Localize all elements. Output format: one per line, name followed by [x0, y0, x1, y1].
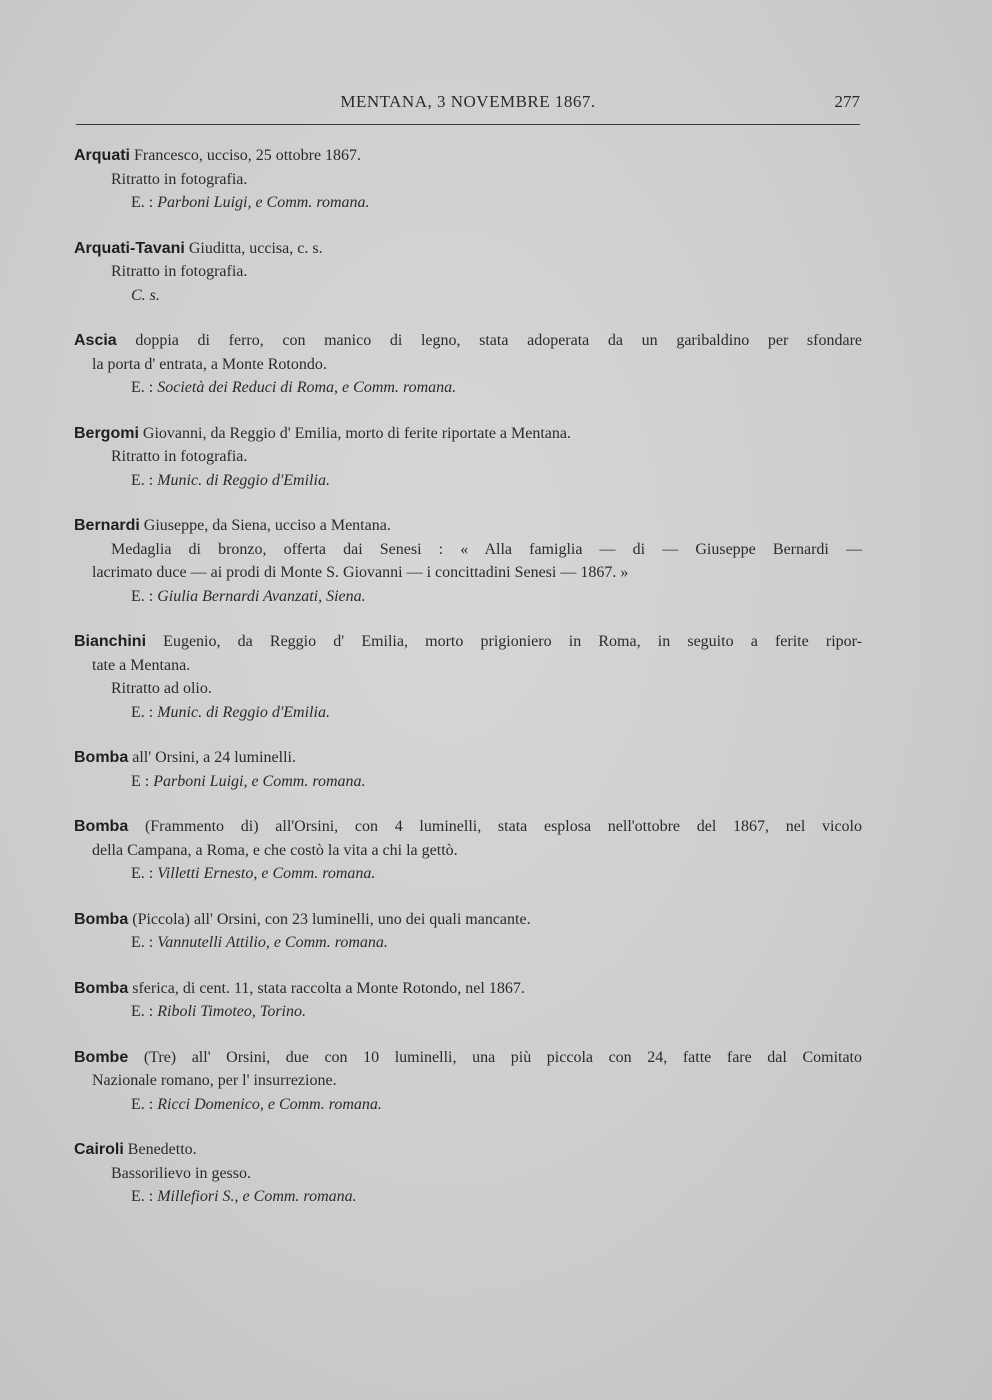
- exhibitor-prefix: E. :: [131, 865, 158, 882]
- entry-exhibitor: [76, 469, 862, 493]
- entry-heading: Bomba: [74, 910, 129, 928]
- entry-description: Ritratto in fotografia.: [111, 448, 248, 465]
- entry-text: (Frammento di) all'Orsini, con 4 luminelli, stata esplosa nell'ottobre del 1867, nel vicolo: [128, 818, 862, 835]
- catalog-entry: [76, 977, 862, 1024]
- entry-continuation: Nazionale romano, per l' insurrezione.: [92, 1072, 337, 1089]
- entry-exhibitor: [76, 1093, 862, 1117]
- entry-exhibitor: [76, 931, 862, 955]
- entry-exhibitor: [76, 585, 862, 609]
- exhibitor-prefix: E. :: [131, 194, 158, 211]
- catalog-entry: [76, 746, 862, 793]
- catalog-entry: [76, 815, 862, 886]
- entry-exhibitor: [76, 862, 862, 886]
- entry-text: Benedetto.: [123, 1141, 197, 1158]
- catalog-entry: [76, 630, 862, 724]
- entry-first-line: [76, 237, 862, 261]
- entry-heading: Bernardi: [74, 517, 140, 534]
- catalog-entry: [76, 237, 862, 308]
- exhibitor-prefix: E. :: [131, 934, 158, 951]
- entry-exhibitor: [76, 701, 862, 725]
- exhibitor-name: Riboli Timoteo, Torino.: [157, 1003, 306, 1020]
- exhibitor-name: Parboni Luigi, e Comm. romana.: [153, 772, 366, 790]
- exhibitor-name: C. s.: [131, 286, 160, 304]
- running-title: MENTANA, 3 NOVEMBRE 1867.: [340, 92, 596, 111]
- entry-description: Ritratto ad olio.: [111, 680, 212, 697]
- entry-continuation: tate a Mentana.: [92, 656, 191, 674]
- entry-heading: Arquati: [74, 147, 130, 164]
- exhibitor-name: Munic. di Reggio d'Emilia.: [157, 703, 330, 721]
- entry-continuation: la porta d' entrata, a Monte Rotondo.: [92, 355, 327, 373]
- entry-text: all' Orsini, a 24 luminelli.: [128, 749, 296, 766]
- entry-exhibitor: [76, 376, 862, 400]
- entry-text: Giovanni, da Reggio d' Emilia, morto di ferite riportate a Mentana.: [138, 424, 571, 442]
- exhibitor-prefix: E. :: [131, 471, 158, 489]
- entry-heading: Bomba: [74, 979, 129, 997]
- catalog-entry: [76, 1138, 862, 1209]
- entry-heading: Bergomi: [74, 424, 139, 442]
- entry-exhibitor: [76, 191, 862, 215]
- exhibitor-prefix: E. :: [131, 1095, 158, 1113]
- catalog-entry: [76, 144, 862, 215]
- exhibitor-prefix: E. :: [131, 1188, 158, 1205]
- entry-heading: Bombe: [74, 1048, 129, 1066]
- entry-first-line: [76, 908, 862, 932]
- catalog-entry: [76, 422, 862, 493]
- exhibitor-name: Giulia Bernardi Avanzati, Siena.: [157, 587, 366, 605]
- entry-heading: Ascia: [74, 332, 117, 349]
- exhibitor-name: Società dei Reduci di Roma, e Comm. romana.: [157, 379, 457, 396]
- entry-text: Giuditta, uccisa, c. s.: [184, 239, 323, 257]
- entry-continuation: lacrimato duce — ai prodi di Monte S. Giovanni — i concittadini Senesi — 1867. »: [92, 564, 629, 581]
- entry-exhibitor: [76, 284, 862, 308]
- entry-text: doppia di ferro, con manico di legno, stata adoperata da un garibaldino per sfondare: [116, 332, 862, 349]
- exhibitor-name: Villetti Ernesto, e Comm. romana.: [157, 865, 376, 882]
- entry-heading: Cairoli: [74, 1141, 124, 1158]
- entry-heading: Arquati-Tavani: [74, 239, 185, 257]
- exhibitor-prefix: E. :: [131, 379, 158, 396]
- entry-first-line: [76, 514, 862, 538]
- entry-description: Medaglia di bronzo, offerta dai Senesi : « Alla famiglia — di — Giuseppe Bernardi —: [111, 540, 862, 558]
- entry-heading: Bomba: [74, 818, 129, 835]
- exhibitor-prefix: E. :: [131, 703, 158, 721]
- catalog-entries: [76, 144, 862, 1231]
- exhibitor-prefix: E. :: [131, 1003, 158, 1020]
- entry-text: Giuseppe, da Siena, ucciso a Mentana.: [139, 517, 391, 534]
- catalog-entry: [76, 514, 862, 608]
- entry-exhibitor: [76, 770, 862, 794]
- entry-heading: Bomba: [74, 749, 129, 766]
- exhibitor-name: Vannutelli Attilio, e Comm. romana.: [157, 934, 388, 951]
- entry-text: (Piccola) all' Orsini, con 23 luminelli, uno dei quali mancante.: [128, 910, 531, 928]
- entry-text: Francesco, ucciso, 25 ottobre 1867.: [130, 147, 362, 164]
- entry-first-line: [76, 1046, 862, 1070]
- exhibitor-prefix: E. :: [131, 587, 158, 605]
- entry-first-line: [76, 329, 862, 353]
- entry-first-line: [76, 144, 862, 168]
- header-rule: [76, 124, 860, 125]
- entry-first-line: [76, 630, 862, 654]
- entry-exhibitor: [76, 1000, 862, 1024]
- entry-first-line: [76, 815, 862, 839]
- entry-description: Ritratto in fotografia.: [111, 263, 248, 280]
- entry-description: Ritratto in fotografia.: [111, 170, 248, 188]
- exhibitor-name: Ricci Domenico, e Comm. romana.: [157, 1095, 382, 1113]
- entry-first-line: [76, 422, 862, 446]
- catalog-entry: [76, 908, 862, 955]
- catalog-entry: [76, 329, 862, 400]
- entry-continuation: della Campana, a Roma, e che costò la vita a chi la gettò.: [92, 841, 458, 859]
- entry-description: Bassorilievo in gesso.: [111, 1164, 251, 1182]
- page-number: 277: [834, 92, 860, 111]
- entry-text: (Tre) all' Orsini, due con 10 luminelli, una più piccola con 24, fatte fare dal Comitato: [128, 1048, 862, 1066]
- entry-exhibitor: [76, 1185, 862, 1209]
- exhibitor-prefix: E :: [131, 772, 154, 790]
- exhibitor-name: Parboni Luigi, e Comm. romana.: [157, 194, 370, 211]
- catalog-entry: [76, 1046, 862, 1117]
- page-header: [76, 92, 860, 116]
- entry-first-line: [76, 746, 862, 770]
- entry-heading: Bianchini: [74, 633, 147, 650]
- exhibitor-name: Millefiori S., e Comm. romana.: [157, 1188, 357, 1205]
- entry-text: Eugenio, da Reggio d' Emilia, morto prigioniero in Roma, in seguito a ferite ripor-: [146, 633, 862, 650]
- entry-first-line: [76, 1138, 862, 1162]
- entry-first-line: [76, 977, 862, 1001]
- entry-text: sferica, di cent. 11, stata raccolta a Monte Rotondo, nel 1867.: [128, 979, 525, 997]
- exhibitor-name: Munic. di Reggio d'Emilia.: [157, 471, 330, 489]
